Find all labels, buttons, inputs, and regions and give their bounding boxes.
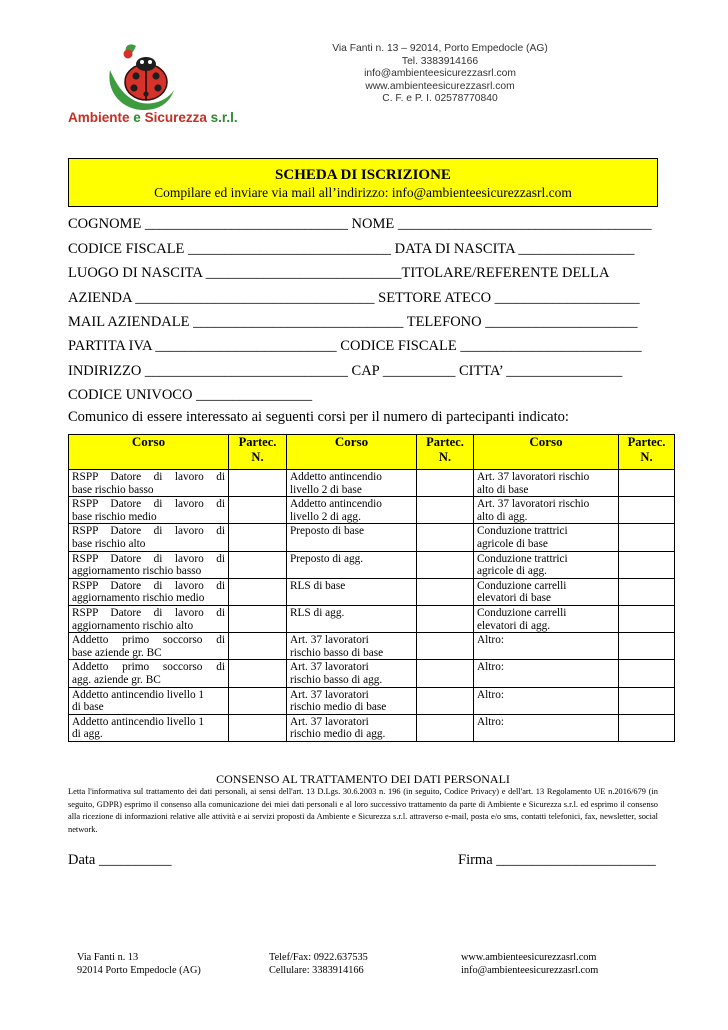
logo-word-srl: s.r.l. (210, 110, 238, 125)
date-field[interactable]: Data __________ (68, 852, 172, 868)
table-row (69, 578, 675, 605)
course-cell: Preposto di base (287, 524, 417, 551)
footer-address-line1: Via Fanti n. 13 (77, 952, 139, 963)
company-phone: Tel. 3383914166 (401, 55, 479, 67)
course-cell: Addetto antincendio livello 2 di base (287, 470, 417, 497)
title-box (68, 158, 658, 207)
header-corso-1: Corso (69, 435, 229, 470)
consent-title: CONSENSO AL TRATTAMENTO DEI DATI PERSONALI (216, 772, 510, 786)
participants-input[interactable] (417, 714, 474, 741)
course-cell: Art. 37 lavoratori rischio alto di base (474, 470, 619, 497)
company-vat: C. F. e P. I. 02578770840 (382, 93, 498, 105)
footer-email[interactable]: info@ambienteesicurezzasrl.com (461, 965, 599, 976)
course-cell: RSPP Datore di lavoro di aggiornamento rischio alto (69, 605, 229, 632)
course-cell: Addetto antincendio livello 1 di base (69, 687, 229, 714)
course-cell: RSPP Datore di lavoro di base rischio basso (69, 470, 229, 497)
participants-input[interactable] (417, 605, 474, 632)
participants-input[interactable] (229, 524, 287, 551)
course-cell: Altro: (474, 687, 619, 714)
company-address: Via Fanti n. 13 – 92014, Porto Empedocle (AG) (332, 43, 548, 54)
course-cell: Conduzione trattrici agricole di agg. (474, 551, 619, 578)
course-cell: Conduzione carrelli elevatori di agg. (474, 605, 619, 632)
form-line-cognome-nome[interactable]: COGNOME ____________________________ NOME ___________________________________ (68, 216, 652, 232)
participants-input[interactable] (229, 551, 287, 578)
participants-input[interactable] (619, 633, 675, 660)
company-email[interactable]: info@ambienteesicurezzasrl.com (364, 68, 516, 80)
participants-input[interactable] (229, 497, 287, 524)
courses-intro: Comunico di essere interessato ai seguenti corsi per il numero di partecipanti indicato: (68, 409, 569, 425)
table-row (69, 605, 675, 632)
header-corso-3: Corso (474, 435, 619, 470)
participants-input[interactable] (229, 687, 287, 714)
footer-address (77, 951, 201, 977)
course-cell: RSPP Datore di lavoro di aggiornamento rischio basso (69, 551, 229, 578)
table-row (69, 660, 675, 687)
form-line-luogo-nascita-titolare[interactable]: LUOGO DI NASCITA ___________________________TITOLARE/REFERENTE DELLA (68, 265, 610, 281)
page-title: SCHEDA DI ISCRIZIONE (275, 167, 451, 183)
participants-input[interactable] (417, 470, 474, 497)
course-cell: Addetto antincendio livello 1 di agg. (69, 714, 229, 741)
form-line-codice-univoco[interactable]: CODICE UNIVOCO ________________ (68, 387, 313, 403)
table-row (69, 714, 675, 741)
form-line-mail-telefono[interactable]: MAIL AZIENDALE _____________________________ TELEFONO _____________________ (68, 314, 638, 330)
footer-website[interactable]: www.ambienteesicurezzasrl.com (461, 952, 597, 963)
logo-word-ambiente: Ambiente (68, 110, 130, 125)
participants-input[interactable] (229, 714, 287, 741)
course-cell: Art. 37 lavoratori rischio medio di base (287, 687, 417, 714)
participants-input[interactable] (229, 660, 287, 687)
participants-input[interactable] (619, 497, 675, 524)
participants-input[interactable] (229, 605, 287, 632)
courses-table-header (69, 435, 675, 470)
course-cell: RSPP Datore di lavoro di aggiornamento rischio medio (69, 578, 229, 605)
course-cell: Addetto primo soccorso di base aziende gr. BC (69, 633, 229, 660)
form-line-azienda-ateco[interactable]: AZIENDA _________________________________ SETTORE ATECO ____________________ (68, 290, 640, 306)
consent-text: Letta l'informativa sul trattamento dei dati personali, ai sensi dell'art. 13 D.Lgs. 30.6.2003 n. 196 (in seguito, Codice Privacy) e dell'art. 13 Regolamento UE n.2016/679 (in seguito, GDPR) esprimo il consenso alla comunicazione dei miei dati personali e al loro successivo trattamento da parte di Ambiente e Sicurezza s.r.l. ed esprimo il consenso alla ricezione di informazioni relative alle attività e ai servizi proposti da Ambiente e Sicurezza s.r.l. attraverso e-mail, posta e/o sms, contatti telefonici, fax, newsletter, social network. (68, 787, 658, 834)
participants-input[interactable] (417, 633, 474, 660)
course-cell: Art. 37 lavoratori rischio medio di agg. (287, 714, 417, 741)
table-row (69, 524, 675, 551)
participants-input[interactable] (619, 470, 675, 497)
form-line-indirizzo-cap-citta[interactable]: INDIRIZZO ____________________________ CAP __________ CITTA’ ________________ (68, 363, 623, 379)
signature-field[interactable]: Firma ______________________ (458, 852, 656, 868)
footer-mobile: Cellulare: 3383914166 (269, 965, 364, 976)
header-corso-2: Corso (287, 435, 417, 470)
ladybug-icon (100, 40, 180, 112)
table-row (69, 687, 675, 714)
page-subtitle: Compilare ed inviare via mail all’indirizzo: info@ambienteesicurezzasrl.com (154, 185, 572, 200)
course-cell: RSPP Datore di lavoro di base rischio alto (69, 524, 229, 551)
course-cell: Altro: (474, 714, 619, 741)
footer-phones (269, 951, 368, 977)
courses-table (68, 434, 675, 742)
course-cell: Conduzione trattrici agricole di base (474, 524, 619, 551)
participants-input[interactable] (619, 578, 675, 605)
company-logo (100, 40, 180, 112)
participants-input[interactable] (417, 687, 474, 714)
course-cell: Art. 37 lavoratori rischio alto di agg. (474, 497, 619, 524)
course-cell: Art. 37 lavoratori rischio basso di agg. (287, 660, 417, 687)
participants-input[interactable] (619, 660, 675, 687)
course-cell: Altro: (474, 633, 619, 660)
table-row (69, 551, 675, 578)
form-line-partita-iva[interactable]: PARTITA IVA _________________________ CODICE FISCALE _________________________ (68, 338, 642, 354)
course-cell: Conduzione carrelli elevatori di base (474, 578, 619, 605)
participants-input[interactable] (619, 714, 675, 741)
logo-word-e: e (133, 110, 141, 125)
participants-input[interactable] (417, 551, 474, 578)
form-line-codice-fiscale-data-nascita[interactable]: CODICE FISCALE ____________________________ DATA DI NASCITA ________________ (68, 241, 635, 257)
participants-input[interactable] (417, 524, 474, 551)
table-row (69, 633, 675, 660)
company-logo-text (68, 110, 238, 125)
participants-input[interactable] (619, 605, 675, 632)
course-cell: RLS di base (287, 578, 417, 605)
logo-word-sicurezza: Sicurezza (144, 110, 207, 125)
course-cell: RSPP Datore di lavoro di base rischio medio (69, 497, 229, 524)
table-row (69, 497, 675, 524)
company-contact-block (320, 43, 560, 106)
participants-input[interactable] (417, 660, 474, 687)
header-partec-1: Partec. N. (229, 435, 287, 470)
participants-input[interactable] (417, 497, 474, 524)
participants-input[interactable] (619, 687, 675, 714)
participants-input[interactable] (417, 578, 474, 605)
header-partec-3: Partec. N. (619, 435, 675, 470)
course-cell: RLS di agg. (287, 605, 417, 632)
participants-input[interactable] (229, 470, 287, 497)
participants-input[interactable] (229, 633, 287, 660)
course-cell: Addetto primo soccorso di agg. aziende gr. BC (69, 660, 229, 687)
footer-phone-fax: Telef/Fax: 0922.637535 (269, 952, 368, 963)
participants-input[interactable] (619, 524, 675, 551)
participants-input[interactable] (229, 578, 287, 605)
header-partec-2: Partec. N. (417, 435, 474, 470)
footer-web (461, 951, 598, 977)
footer-address-line2: 92014 Porto Empedocle (AG) (77, 965, 201, 976)
course-cell: Art. 37 lavoratori rischio basso di base (287, 633, 417, 660)
course-cell: Preposto di agg. (287, 551, 417, 578)
company-website[interactable]: www.ambienteesicurezzasrl.com (365, 80, 515, 92)
course-cell: Altro: (474, 660, 619, 687)
table-row (69, 470, 675, 497)
course-cell: Addetto antincendio livello 2 di agg. (287, 497, 417, 524)
participants-input[interactable] (619, 551, 675, 578)
